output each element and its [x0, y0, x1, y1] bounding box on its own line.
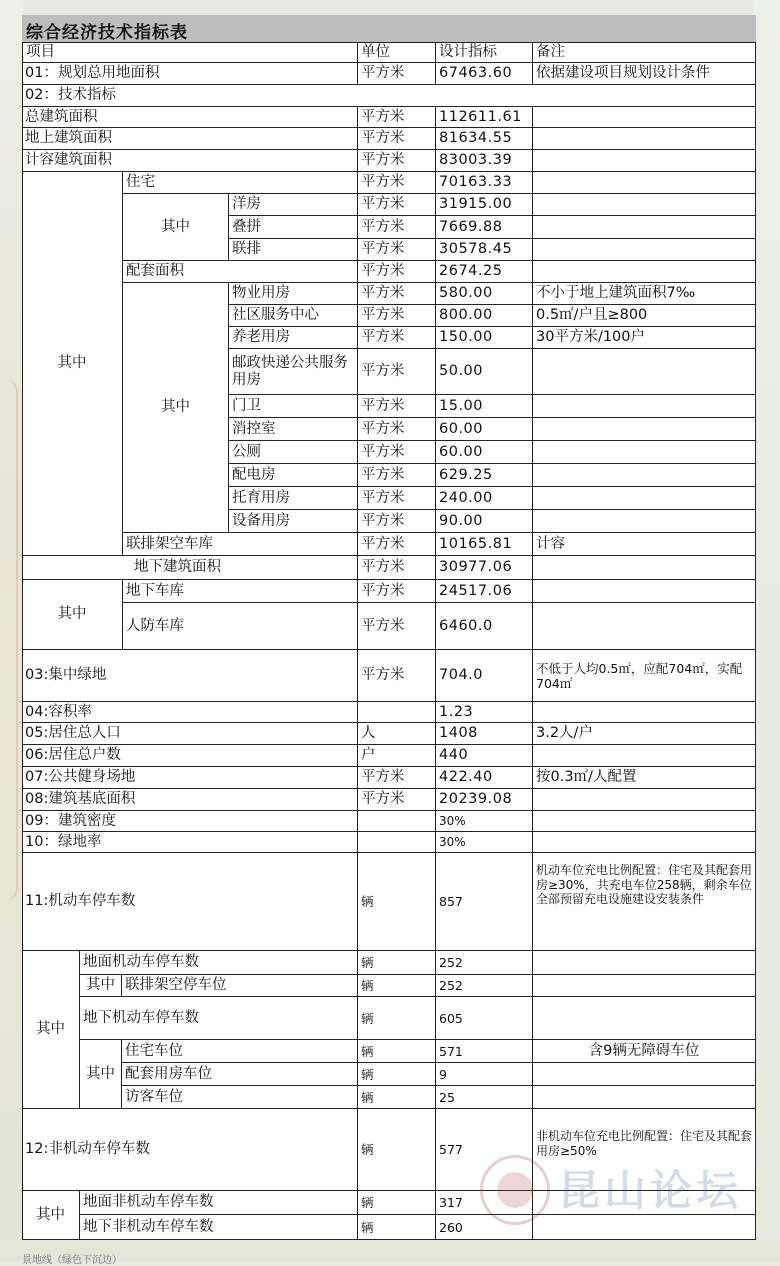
row-05-label: 05:居住总人口: [22, 723, 358, 745]
support-sub-unit: 平方米: [358, 418, 436, 441]
support-sub-label: 托育用房: [229, 487, 358, 510]
support-sub-label: 配电房: [229, 464, 358, 487]
below-sub-unit: 平方米: [358, 603, 436, 650]
res-sub-label: 联排: [229, 239, 358, 261]
row-10-value: 30%: [436, 832, 533, 853]
nonmotor-sub-value: 317: [436, 1191, 533, 1215]
res-sub-value: 30578.45: [436, 239, 533, 261]
carport-spaces-note: [533, 975, 756, 997]
support-sub-note: [533, 464, 756, 487]
above-note: [533, 128, 756, 150]
carport-value: 10165.81: [436, 533, 533, 556]
res-sub-note: [533, 216, 756, 239]
support-sub-note: [533, 395, 756, 418]
nonmotor-sub-unit: 辆: [358, 1215, 436, 1240]
row-01-label: 01：规划总用地面积: [22, 63, 358, 85]
gfa-unit: 平方米: [358, 107, 436, 128]
res-sub-label: 叠拼: [229, 216, 358, 239]
ground-parking-breakdown-label: 其中: [80, 975, 122, 997]
support-sub-label: 养老用房: [229, 327, 358, 349]
support-sub-value: 580.00: [436, 283, 533, 305]
table-title: 综合经济技术指标表: [26, 23, 188, 43]
support-sub-note: 不小于地上建筑面积7‰: [533, 283, 756, 305]
row-08-unit: 平方米: [358, 789, 436, 811]
row-06-note: [533, 745, 756, 767]
nonmotor-sub-note: [533, 1215, 756, 1240]
below-sub-value: 24517.06: [436, 580, 533, 603]
row-12-value: 577: [436, 1109, 533, 1191]
header-value: 设计指标: [436, 42, 533, 63]
support-value: 2674.25: [436, 261, 533, 283]
under-sub-note: [533, 1063, 756, 1086]
far-area-value: 83003.39: [436, 150, 533, 172]
support-sub-label: 公厕: [229, 441, 358, 464]
indicator-table-sheet: [22, 15, 756, 1240]
far-area-note: [533, 150, 756, 172]
below-sub-label: 地下车库: [123, 580, 358, 603]
row-05-note: 3.2人/户: [533, 723, 756, 745]
row-03-label: 03:集中绿地: [22, 650, 358, 702]
ground-parking-value: 252: [436, 951, 533, 975]
carport-spaces-label: 联排架空停车位: [122, 975, 358, 997]
support-sub-unit: 平方米: [358, 487, 436, 510]
under-parking-breakdown-label: 其中: [80, 1040, 122, 1109]
support-sub-value: 50.00: [436, 349, 533, 395]
far-area-label: 计容建筑面积: [22, 150, 358, 172]
row-08-value: 20239.08: [436, 789, 533, 811]
row-08-label: 08:建筑基底面积: [22, 789, 358, 811]
row-01-unit: 平方米: [358, 63, 436, 85]
row-01-value: 67463.60: [436, 63, 533, 85]
gfa-value: 112611.61: [436, 107, 533, 128]
res-sub-label: 洋房: [229, 194, 358, 216]
support-sub-note: [533, 418, 756, 441]
row-07-unit: 平方米: [358, 767, 436, 789]
res-sub-note: [533, 194, 756, 216]
nonmotor-sub-label: 地面非机动车停车数: [80, 1191, 358, 1215]
support-sub-unit: 平方米: [358, 441, 436, 464]
under-parking-note: [533, 997, 756, 1040]
support-sub-value: 60.00: [436, 418, 533, 441]
support-sub-unit: 平方米: [358, 395, 436, 418]
residential-unit: 平方米: [358, 172, 436, 194]
under-parking-value: 605: [436, 997, 533, 1040]
above-unit: 平方米: [358, 128, 436, 150]
above-label: 地上建筑面积: [22, 128, 358, 150]
header-unit: 单位: [358, 42, 436, 63]
row-09-value: 30%: [436, 811, 533, 832]
footnote-text: 景地线（绿色下沉边）: [22, 1255, 122, 1266]
support-sub-value: 800.00: [436, 305, 533, 327]
support-sub-label: 设备用房: [229, 510, 358, 533]
support-sub-note: [533, 510, 756, 533]
support-sub-unit: 平方米: [358, 464, 436, 487]
support-sub-label: 社区服务中心: [229, 305, 358, 327]
residential-label: 住宅: [123, 172, 358, 194]
row-11-value: 857: [436, 853, 533, 951]
row-11-unit: 辆: [358, 853, 436, 951]
nonmotor-sub-unit: 辆: [358, 1191, 436, 1215]
support-unit: 平方米: [358, 261, 436, 283]
row-12-label: 12:非机动车停车数: [22, 1109, 358, 1191]
background-right-decoration: [754, 0, 780, 1262]
support-sub-value: 60.00: [436, 441, 533, 464]
below-value: 30977.06: [436, 556, 533, 580]
row-11-note: 机动车位充电比例配置：住宅及其配套用房≥30%，共充电车位258辆，剩余车位全部预留充电设施建设安装条件: [533, 853, 756, 951]
support-note: [533, 261, 756, 283]
residential-value: 70163.33: [436, 172, 533, 194]
ground-parking-note: [533, 951, 756, 975]
below-unit: 平方米: [358, 556, 436, 580]
row-01-note: 依据建设项目规划设计条件: [533, 63, 756, 85]
below-breakdown-label: 其中: [22, 580, 123, 650]
under-sub-value: 25: [436, 1086, 533, 1109]
carport-note: 计容: [533, 533, 756, 556]
support-sub-label: 邮政快递公共服务用房: [229, 349, 358, 395]
below-note: [533, 556, 756, 580]
support-breakdown-label: 其中: [123, 283, 229, 533]
under-sub-label: 访客车位: [122, 1086, 358, 1109]
under-sub-label: 住宅车位: [122, 1040, 358, 1063]
row-06-value: 440: [436, 745, 533, 767]
support-sub-value: 629.25: [436, 464, 533, 487]
row-11-label: 11:机动车停车数: [22, 853, 358, 951]
row-03-note: 不低于人均0.5㎡，应配704㎡，实配704㎡: [533, 650, 756, 702]
below-sub-note: [533, 603, 756, 650]
far-area-unit: 平方米: [358, 150, 436, 172]
support-sub-note: [533, 487, 756, 510]
support-sub-unit: 平方米: [358, 283, 436, 305]
support-sub-unit: 平方米: [358, 510, 436, 533]
under-parking-unit: 辆: [358, 997, 436, 1040]
carport-label: 联排架空车库: [123, 533, 358, 556]
gfa-note: [533, 107, 756, 128]
support-sub-unit: 平方米: [358, 349, 436, 395]
parking-breakdown-label: 其中: [22, 951, 80, 1109]
support-sub-value: 240.00: [436, 487, 533, 510]
below-sub-value: 6460.0: [436, 603, 533, 650]
nonmotor-sub-value: 260: [436, 1215, 533, 1240]
res-sub-value: 7669.88: [436, 216, 533, 239]
support-sub-label: 消控室: [229, 418, 358, 441]
under-sub-unit: 辆: [358, 1086, 436, 1109]
row-04-value: 1.23: [436, 702, 533, 723]
res-sub-value: 31915.00: [436, 194, 533, 216]
row-12-note: 非机动车位充电比例配置：住宅及其配套用房≥50%: [533, 1109, 756, 1191]
row-02-label: 02：技术指标: [22, 85, 756, 107]
row-04-label: 04:容积率: [22, 702, 358, 723]
row-05-unit: 人: [358, 723, 436, 745]
support-sub-unit: 平方米: [358, 327, 436, 349]
support-sub-note: 0.5㎡/户且≥800: [533, 305, 756, 327]
support-sub-note: [533, 441, 756, 464]
row-05-value: 1408: [436, 723, 533, 745]
support-sub-value: 15.00: [436, 395, 533, 418]
row-07-note: 按0.3㎡/人配置: [533, 767, 756, 789]
under-sub-value: 571: [436, 1040, 533, 1063]
row-09-unit: [358, 811, 436, 832]
support-sub-note: [533, 349, 756, 395]
header-item: 项目: [22, 42, 358, 63]
nonmotor-sub-note: [533, 1191, 756, 1215]
header-note: 备注: [533, 42, 756, 63]
watermark-text: 昆山论坛: [558, 1166, 743, 1215]
below-label: 地下建筑面积: [22, 556, 358, 580]
row-10-label: 10：绿地率: [22, 832, 358, 853]
row-10-unit: [358, 832, 436, 853]
support-sub-note: 30平方米/100户: [533, 327, 756, 349]
res-sub-note: [533, 239, 756, 261]
support-sub-label: 门卫: [229, 395, 358, 418]
ground-parking-label: 地面机动车停车数: [80, 951, 358, 975]
nonmotor-sub-label: 地下非机动车停车数: [80, 1215, 358, 1240]
gfa-label: 总建筑面积: [22, 107, 358, 128]
under-sub-label: 配套用房车位: [122, 1063, 358, 1086]
below-sub-label: 人防车库: [123, 603, 358, 650]
support-label: 配套面积: [123, 261, 358, 283]
nonmotor-breakdown-label: 其中: [22, 1191, 80, 1240]
row-08-note: [533, 789, 756, 811]
row-06-unit: 户: [358, 745, 436, 767]
row-07-label: 07:公共健身场地: [22, 767, 358, 789]
row-09-label: 09：建筑密度: [22, 811, 358, 832]
above-value: 81634.55: [436, 128, 533, 150]
res-sub-unit: 平方米: [358, 239, 436, 261]
under-sub-note: [533, 1086, 756, 1109]
under-sub-value: 9: [436, 1063, 533, 1086]
res-sub-unit: 平方米: [358, 194, 436, 216]
above-breakdown-label: 其中: [22, 172, 123, 556]
row-12-unit: 辆: [358, 1109, 436, 1191]
row-07-value: 422.40: [436, 767, 533, 789]
background-left-decoration: [0, 0, 22, 1262]
row-03-unit: 平方米: [358, 650, 436, 702]
below-sub-note: [533, 580, 756, 603]
residential-note: [533, 172, 756, 194]
carport-unit: 平方米: [358, 533, 436, 556]
under-sub-unit: 辆: [358, 1040, 436, 1063]
res-sub-unit: 平方米: [358, 216, 436, 239]
under-parking-label: 地下机动车停车数: [80, 997, 358, 1040]
support-sub-value: 90.00: [436, 510, 533, 533]
support-sub-unit: 平方米: [358, 305, 436, 327]
table-title-bar: [22, 15, 756, 43]
row-04-unit: [358, 702, 436, 723]
row-03-value: 704.0: [436, 650, 533, 702]
under-sub-note: 含9辆无障碍车位: [533, 1040, 756, 1063]
row-04-note: [533, 702, 756, 723]
residential-breakdown-label: 其中: [123, 194, 229, 261]
support-sub-label: 物业用房: [229, 283, 358, 305]
ground-parking-unit: 辆: [358, 951, 436, 975]
carport-spaces-unit: 辆: [358, 975, 436, 997]
row-09-note: [533, 811, 756, 832]
row-10-note: [533, 832, 756, 853]
under-sub-unit: 辆: [358, 1063, 436, 1086]
support-sub-value: 150.00: [436, 327, 533, 349]
carport-spaces-value: 252: [436, 975, 533, 997]
row-06-label: 06:居住总户数: [22, 745, 358, 767]
below-sub-unit: 平方米: [358, 580, 436, 603]
